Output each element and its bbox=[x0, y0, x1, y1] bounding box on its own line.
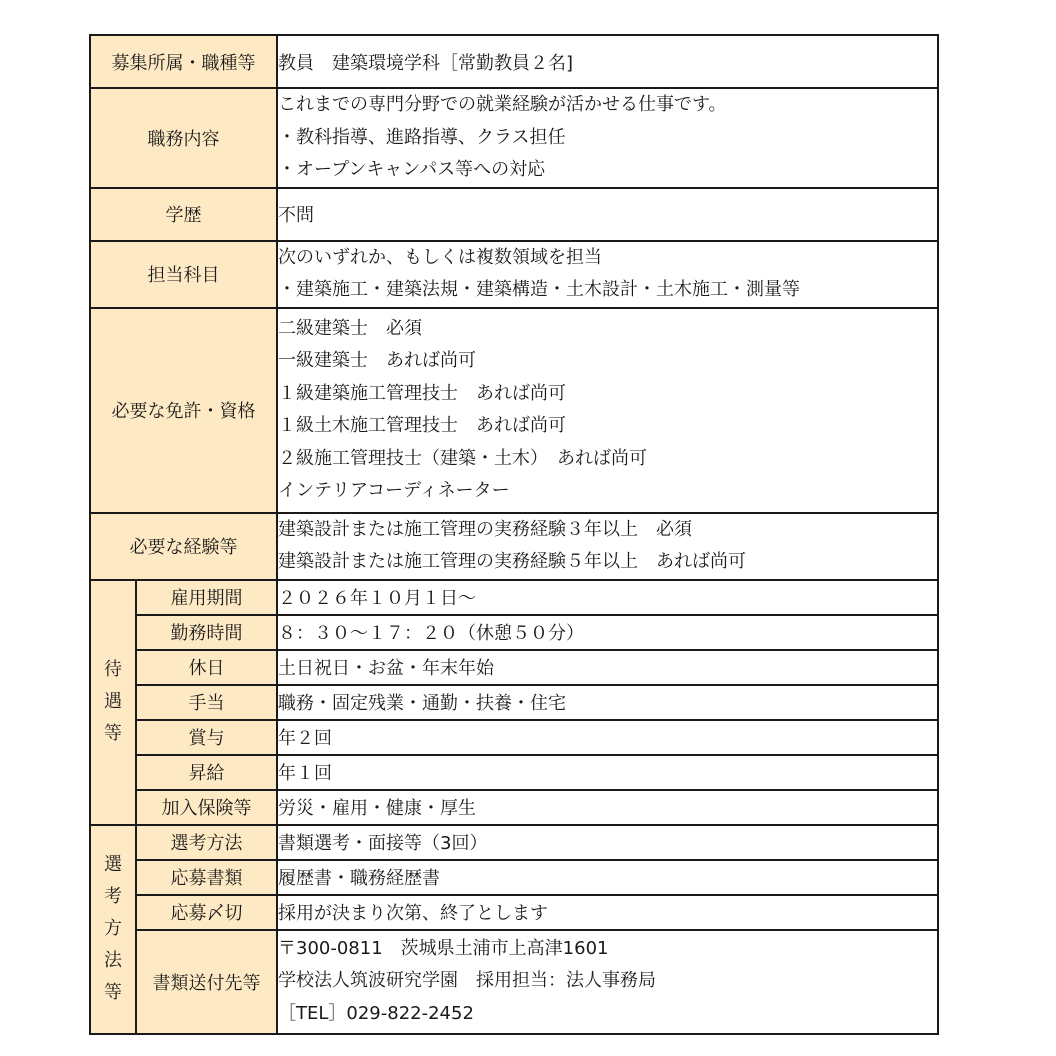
value-line: ２０２６年１０月１日～ bbox=[278, 588, 476, 609]
value-subjects bbox=[277, 241, 938, 308]
label-licenses: 必要な免許・資格 bbox=[90, 308, 277, 513]
row-deadline bbox=[90, 895, 938, 930]
value-line: 年２回 bbox=[278, 728, 332, 749]
label-insurance: 加入保険等 bbox=[136, 790, 277, 825]
group-char: 選 bbox=[104, 854, 122, 875]
value-licenses bbox=[277, 308, 938, 513]
group-char: 待 bbox=[104, 659, 122, 680]
value-line: ８：３０～１７：２０（休憩５０分） bbox=[278, 623, 584, 644]
row-insurance bbox=[90, 790, 938, 825]
value-line: 不問 bbox=[278, 205, 314, 226]
value-line: これまでの専門分野での就業経験が活かせる仕事です。 bbox=[278, 94, 727, 115]
label-education: 学歴 bbox=[90, 188, 277, 241]
row-subjects bbox=[90, 241, 938, 308]
value-line: インテリアコーディネーター bbox=[278, 480, 510, 501]
row-licenses bbox=[90, 308, 938, 513]
value-line: 学校法人筑波研究学園 採用担当：法人事務局 bbox=[278, 970, 656, 992]
group-char: 法 bbox=[104, 950, 122, 971]
value-line: １級建築施工管理技士 あれば尚可 bbox=[278, 382, 566, 404]
value-line: 職務・固定残業・通勤・扶養・住宅 bbox=[278, 693, 566, 714]
value-deadline bbox=[277, 895, 938, 930]
value-line: ・教科指導、進路指導、クラス担任 bbox=[278, 126, 566, 148]
label-duties: 職務内容 bbox=[90, 88, 277, 188]
value-line: 年１回 bbox=[278, 763, 332, 784]
value-line: 土日祝日・お盆・年末年始 bbox=[278, 658, 494, 679]
group-char: 等 bbox=[104, 982, 122, 1003]
value-holidays bbox=[277, 650, 938, 685]
label-deadline: 応募〆切 bbox=[136, 895, 277, 930]
label-working-hours: 勤務時間 bbox=[136, 615, 277, 650]
label-holidays: 休日 bbox=[136, 650, 277, 685]
row-bonus bbox=[90, 720, 938, 755]
label-selection-method: 選考方法 bbox=[136, 825, 277, 860]
group-char: 考 bbox=[104, 886, 122, 907]
label-mailing-address: 書類送付先等 bbox=[136, 930, 277, 1034]
value-line: ［TEL］029-822-2452 bbox=[278, 1002, 474, 1024]
group-char: 遇 bbox=[104, 691, 122, 712]
label-position: 募集所属・職種等 bbox=[90, 35, 277, 88]
row-experience bbox=[90, 513, 938, 580]
label-raise: 昇給 bbox=[136, 755, 277, 790]
row-application-documents bbox=[90, 860, 938, 895]
value-line: 履歴書・職務経歴書 bbox=[278, 868, 440, 889]
value-raise bbox=[277, 755, 938, 790]
label-employment-period: 雇用期間 bbox=[136, 580, 277, 615]
label-allowances: 手当 bbox=[136, 685, 277, 720]
row-raise bbox=[90, 755, 938, 790]
row-mailing-address bbox=[90, 930, 938, 1034]
value-line: 二級建築士 必須 bbox=[278, 317, 422, 339]
value-bonus bbox=[277, 720, 938, 755]
value-experience bbox=[277, 513, 938, 580]
value-application-documents bbox=[277, 860, 938, 895]
group-treatment bbox=[90, 580, 136, 825]
row-allowances bbox=[90, 685, 938, 720]
value-line: 建築設計または施工管理の実務経験３年以上 必須 bbox=[278, 518, 692, 540]
value-line: １級土木施工管理技士 あれば尚可 bbox=[278, 415, 566, 436]
value-line: 次のいずれか、もしくは複数領域を担当 bbox=[278, 246, 602, 268]
value-mailing-address bbox=[277, 930, 938, 1034]
value-line: ・建築施工・建築法規・建築構造・土木設計・土木施工・測量等 bbox=[278, 279, 800, 300]
row-selection-method bbox=[90, 825, 938, 860]
value-line: 書類選考・面接等（3回） bbox=[278, 833, 488, 854]
group-selection bbox=[90, 825, 136, 1034]
group-char: 方 bbox=[104, 918, 122, 939]
label-application-documents: 応募書類 bbox=[136, 860, 277, 895]
row-employment-period bbox=[90, 580, 938, 615]
label-subjects: 担当科目 bbox=[90, 241, 277, 308]
value-line: 一級建築士 あれば尚可 bbox=[278, 350, 476, 371]
value-line: ２級施工管理技士（建築・土木） あれば尚可 bbox=[278, 447, 647, 469]
row-education bbox=[90, 188, 938, 241]
value-line: 教員 建築環境学科［常勤教員２名] bbox=[278, 52, 574, 74]
value-education bbox=[277, 188, 938, 241]
value-line: 採用が決まり次第、終了とします bbox=[278, 903, 548, 924]
recruitment-table bbox=[89, 34, 939, 1035]
value-line: 建築設計または施工管理の実務経験５年以上 あれば尚可 bbox=[278, 551, 746, 572]
row-holidays bbox=[90, 650, 938, 685]
value-working-hours bbox=[277, 615, 938, 650]
value-position bbox=[277, 35, 938, 88]
value-insurance bbox=[277, 790, 938, 825]
row-working-hours bbox=[90, 615, 938, 650]
value-line: 労災・雇用・健康・厚生 bbox=[278, 798, 476, 819]
value-selection-method bbox=[277, 825, 938, 860]
value-allowances bbox=[277, 685, 938, 720]
group-char: 等 bbox=[104, 723, 122, 744]
value-duties bbox=[277, 88, 938, 188]
value-line: ・オープンキャンパス等への対応 bbox=[278, 159, 546, 180]
value-employment-period bbox=[277, 580, 938, 615]
value-line: 〒300-0811 茨城県土浦市上高津1601 bbox=[278, 937, 609, 959]
label-bonus: 賞与 bbox=[136, 720, 277, 755]
label-experience: 必要な経験等 bbox=[90, 513, 277, 580]
row-duties bbox=[90, 88, 938, 188]
row-position bbox=[90, 35, 938, 88]
